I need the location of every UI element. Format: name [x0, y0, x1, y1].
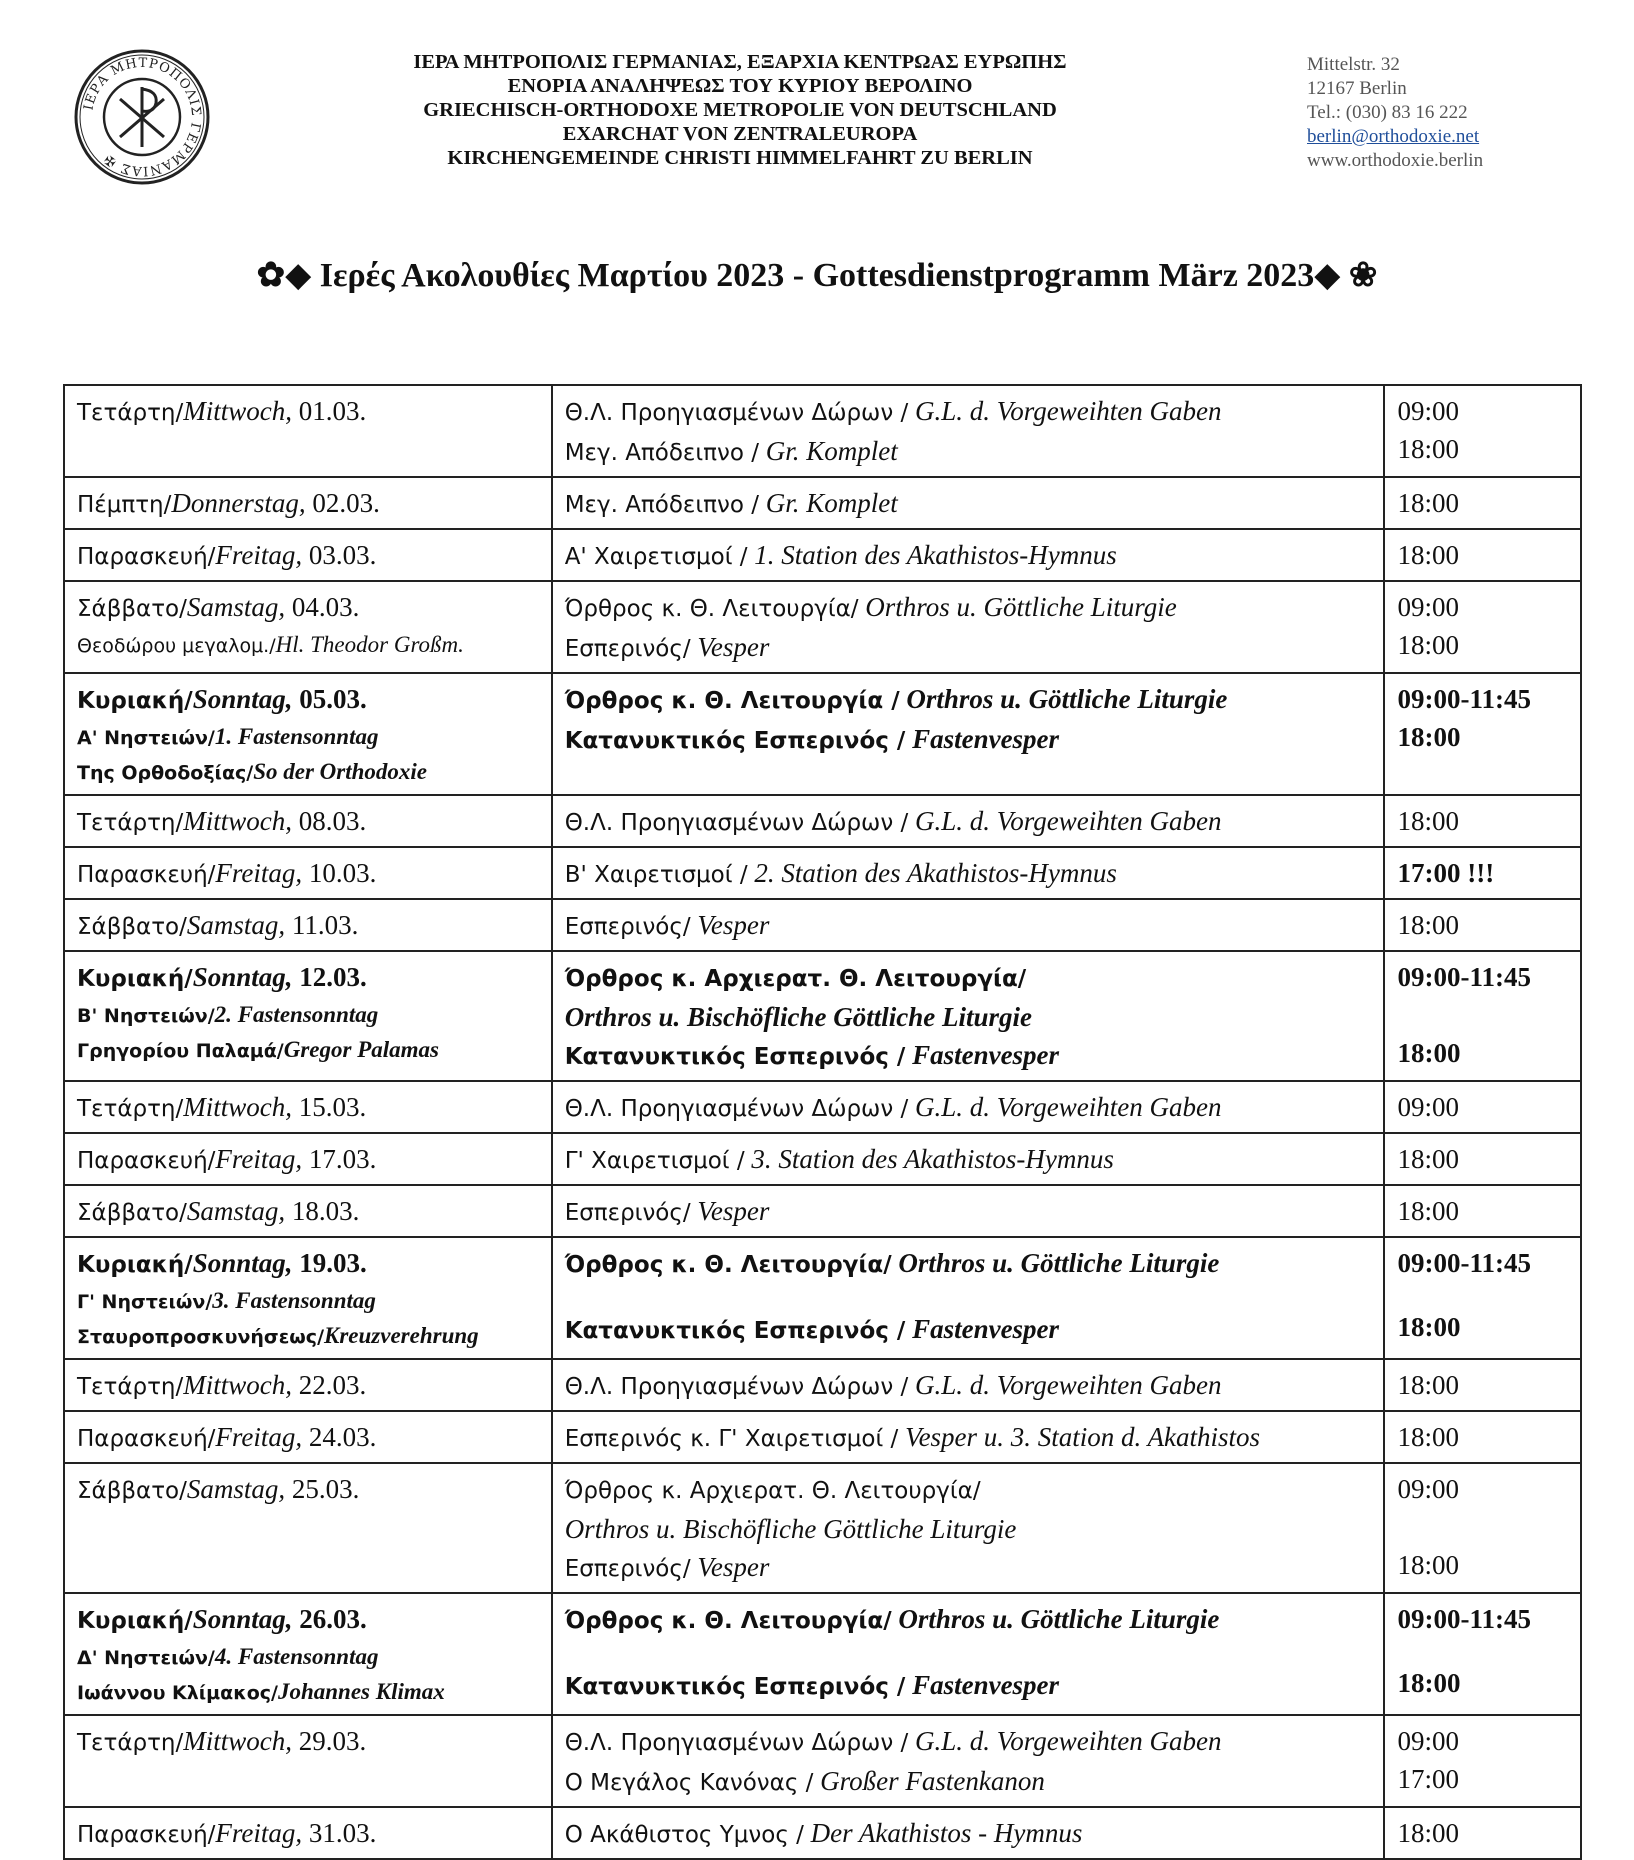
day-greek: Πέμπτη/	[77, 492, 172, 518]
table-row	[64, 1185, 1581, 1237]
header-line-5: KIRCHENGEMEINDE CHRISTI HIMMELFAHRT ZU BERLIN	[447, 147, 1033, 169]
table-row	[64, 1807, 1581, 1859]
date-cell	[64, 1237, 552, 1359]
time: 18:00	[1397, 434, 1459, 464]
date-cell	[64, 1593, 552, 1715]
service-german: Orthros u. Bischöfliche Göttliche Liturgie	[564, 1002, 1032, 1032]
date: 18.03.	[291, 1196, 360, 1226]
service-cell	[552, 1807, 1385, 1859]
date: 31.03.	[308, 1818, 377, 1848]
date-cell	[64, 385, 552, 477]
table-row	[64, 1715, 1581, 1807]
table-row	[64, 1463, 1581, 1593]
day-german: Sonntag,	[192, 684, 293, 714]
service-german: Gr. Komplet	[765, 488, 898, 518]
service-german: G.L. d. Vorgeweihten Gaben	[914, 396, 1222, 426]
service-cell	[552, 899, 1385, 951]
feast-greek: Δ' Νηστειών/	[77, 1647, 215, 1669]
table-row	[64, 847, 1581, 899]
day-greek: Παρασκευή/	[77, 1148, 216, 1174]
service-cell	[552, 581, 1385, 673]
day-german: Mittwoch,	[183, 1370, 293, 1400]
time: 18:00	[1397, 1818, 1459, 1848]
time-cell	[1384, 1593, 1581, 1715]
service-cell	[552, 951, 1385, 1081]
time: 09:00	[1397, 396, 1459, 426]
time: 09:00	[1397, 1474, 1459, 1504]
feast-german: Hl. Theodor Großm.	[275, 632, 464, 657]
service-greek: Εσπερινός/	[564, 636, 691, 662]
feast-german: So der Orthodoxie	[253, 759, 428, 784]
service-german: Vesper	[697, 910, 770, 940]
header-line-1: ΙΕΡΑ ΜΗΤΡΟΠΟΛΙΣ ΓΕΡΜΑΝΙΑΣ, ΕΞΑΡΧΙΑ ΚΕΝΤΡΩΑΣ ΕΥΡΩΠΗΣ	[413, 51, 1067, 73]
service-greek: Κατανυκτικός Εσπερινός /	[564, 1044, 906, 1070]
day-german: Freitag,	[215, 1422, 303, 1452]
time-cell	[1384, 1463, 1581, 1593]
email-link[interactable]: berlin@orthodoxie.net	[1307, 126, 1480, 147]
day-greek: Παρασκευή/	[77, 544, 216, 570]
table-row	[64, 1237, 1581, 1359]
service-german: Vesper u. 3. Station d. Akathistos	[905, 1422, 1261, 1452]
date-cell	[64, 1463, 552, 1593]
day-german: Samstag,	[186, 1196, 286, 1226]
day-greek: Παρασκευή/	[77, 1426, 216, 1452]
service-german: G.L. d. Vorgeweihten Gaben	[914, 1370, 1222, 1400]
date: 12.03.	[299, 962, 367, 992]
day-greek: Τετάρτη/	[77, 1730, 184, 1756]
page-title: ✿◆ Ιερές Ακολουθίες Μαρτίου 2023 - Gottesdienstprogramm März 2023◆ ❀	[256, 257, 1378, 294]
feast-german: 3. Fastensonntag	[212, 1288, 376, 1313]
service-cell	[552, 1411, 1385, 1463]
service-german: Vesper	[697, 632, 770, 662]
day-greek: Κυριακή/	[77, 688, 193, 714]
date-cell	[64, 951, 552, 1081]
church-header	[330, 50, 1150, 170]
time: 09:00-11:45	[1397, 1248, 1531, 1278]
time-cell	[1384, 1237, 1581, 1359]
table-row	[64, 1133, 1581, 1185]
service-greek: Εσπερινός/	[564, 1200, 691, 1226]
day-german: Freitag,	[215, 540, 303, 570]
table-row	[64, 477, 1581, 529]
service-cell	[552, 1463, 1385, 1593]
service-greek: Α' Χαιρετισμοί /	[564, 544, 748, 570]
time: 18:00	[1397, 1196, 1459, 1226]
service-cell	[552, 385, 1385, 477]
date-cell	[64, 1359, 552, 1411]
day-greek: Σάββατο/	[77, 1200, 187, 1226]
time: 09:00-11:45	[1397, 1604, 1531, 1634]
service-cell	[552, 477, 1385, 529]
table-row	[64, 529, 1581, 581]
feast-german: 2. Fastensonntag	[214, 1002, 379, 1027]
date: 26.03.	[299, 1604, 367, 1634]
service-greek: Εσπερινός κ. Γ' Χαιρετισμοί /	[564, 1426, 899, 1452]
feast-greek: Θεοδώρου μεγαλομ./	[77, 635, 276, 657]
time-cell	[1384, 1807, 1581, 1859]
service-german: Fastenvesper	[912, 724, 1060, 754]
service-greek: Όρθρος κ. Θ. Λειτουργία/	[564, 596, 859, 622]
day-greek: Παρασκευή/	[77, 1822, 216, 1848]
date: 11.03.	[291, 910, 359, 940]
service-cell	[552, 1081, 1385, 1133]
service-german: Fastenvesper	[912, 1040, 1060, 1070]
date-cell	[64, 795, 552, 847]
day-greek: Σάββατο/	[77, 1478, 187, 1504]
day-greek: Σάββατο/	[77, 596, 187, 622]
day-greek: Τετάρτη/	[77, 1374, 184, 1400]
day-greek: Κυριακή/	[77, 1608, 193, 1634]
feast-greek: Γ' Νηστειών/	[77, 1291, 213, 1313]
time-cell	[1384, 477, 1581, 529]
service-greek: Κατανυκτικός Εσπερινός /	[564, 728, 906, 754]
time: 18:00	[1397, 1370, 1459, 1400]
address-street: Mittelstr. 32	[1307, 54, 1400, 75]
metropolis-seal-logo	[74, 49, 210, 185]
service-german: G.L. d. Vorgeweihten Gaben	[914, 1092, 1222, 1122]
service-greek: Γ' Χαιρετισμοί /	[564, 1148, 745, 1174]
table-row	[64, 385, 1581, 477]
time: 18:00	[1397, 1312, 1461, 1342]
time-cell	[1384, 1359, 1581, 1411]
address-phone: Tel.: (030) 83 16 222	[1307, 102, 1468, 123]
date: 24.03.	[308, 1422, 377, 1452]
service-german: Vesper	[697, 1552, 770, 1582]
time: 09:00-11:45	[1397, 962, 1531, 992]
day-german: Sonntag,	[192, 1604, 293, 1634]
time: 18:00	[1397, 1144, 1459, 1174]
date-cell	[64, 477, 552, 529]
date-cell	[64, 1185, 552, 1237]
service-cell	[552, 1185, 1385, 1237]
time: 18:00	[1397, 540, 1459, 570]
day-greek: Τετάρτη/	[77, 810, 184, 836]
service-german: Orthros u. Göttliche Liturgie	[906, 684, 1228, 714]
day-german: Samstag,	[186, 1474, 286, 1504]
service-german: Großer Fastenkanon	[820, 1766, 1045, 1796]
table-row	[64, 673, 1581, 795]
time: 09:00-11:45	[1397, 684, 1531, 714]
date: 15.03.	[298, 1092, 367, 1122]
service-greek: Ο Ακάθιστος Υμνος /	[564, 1822, 804, 1848]
service-german: Fastenvesper	[912, 1670, 1060, 1700]
table-row	[64, 1593, 1581, 1715]
day-german: Freitag,	[215, 1144, 303, 1174]
service-greek: Β' Χαιρετισμοί /	[564, 862, 748, 888]
day-greek: Σάββατο/	[77, 914, 187, 940]
time: 17:00 !!!	[1397, 858, 1495, 888]
service-german: 1. Station des Akathistos-Hymnus	[754, 540, 1117, 570]
service-cell	[552, 847, 1385, 899]
day-german: Samstag,	[186, 910, 286, 940]
address-city: 12167 Berlin	[1307, 78, 1407, 99]
time-cell	[1384, 1411, 1581, 1463]
date: 10.03.	[308, 858, 377, 888]
service-greek: Θ.Λ. Προηγιασμένων Δώρων /	[564, 1096, 909, 1122]
date-cell	[64, 673, 552, 795]
service-greek: Όρθρος κ. Θ. Λειτουργία/	[564, 1252, 892, 1278]
day-german: Mittwoch,	[183, 1726, 293, 1756]
date: 04.03.	[291, 592, 360, 622]
service-greek: Θ.Λ. Προηγιασμένων Δώρων /	[564, 1374, 909, 1400]
feast-greek: Α' Νηστειών/	[77, 727, 215, 749]
time-cell	[1384, 581, 1581, 673]
time-cell	[1384, 1081, 1581, 1133]
service-cell	[552, 1593, 1385, 1715]
service-greek: Εσπερινός/	[564, 1556, 691, 1582]
date-cell	[64, 529, 552, 581]
service-greek: Θ.Λ. Προηγιασμένων Δώρων /	[564, 810, 909, 836]
service-cell	[552, 1359, 1385, 1411]
svg-text:ΙΕΡΑ ΜΗΤΡΟΠΟΛΙΣ ΓΕΡΜΑΝΙΑΣ ✠: ΙΕΡΑ ΜΗΤΡΟΠΟΛΙΣ ΓΕΡΜΑΝΙΑΣ ✠	[81, 55, 204, 179]
service-german: Fastenvesper	[912, 1314, 1060, 1344]
table-row	[64, 1359, 1581, 1411]
service-cell	[552, 1133, 1385, 1185]
time-cell	[1384, 1185, 1581, 1237]
service-greek: Μεγ. Απόδειπνο /	[564, 440, 759, 466]
date-cell	[64, 1081, 552, 1133]
time: 18:00	[1397, 1038, 1461, 1068]
day-greek: Παρασκευή/	[77, 862, 216, 888]
time-cell	[1384, 847, 1581, 899]
service-german: 3. Station des Akathistos-Hymnus	[751, 1144, 1114, 1174]
service-cell	[552, 529, 1385, 581]
day-greek: Τετάρτη/	[77, 400, 184, 426]
table-row	[64, 581, 1581, 673]
time: 09:00	[1397, 1092, 1459, 1122]
date: 01.03.	[298, 396, 367, 426]
date: 17.03.	[308, 1144, 377, 1174]
service-greek: Θ.Λ. Προηγιασμένων Δώρων /	[564, 400, 909, 426]
service-cell	[552, 1715, 1385, 1807]
feast-greek: Γρηγορίου Παλαμά/	[77, 1040, 284, 1062]
feast-german: Gregor Palamas	[283, 1037, 439, 1062]
time: 18:00	[1397, 630, 1459, 660]
day-german: Freitag,	[215, 858, 303, 888]
table-row	[64, 951, 1581, 1081]
service-greek: Ο Μεγάλος Κανόνας /	[564, 1770, 814, 1796]
feast-greek: Ιωάννου Κλίμακος/	[77, 1682, 278, 1704]
day-german: Donnerstag,	[171, 488, 306, 518]
table-row	[64, 1411, 1581, 1463]
day-greek: Κυριακή/	[77, 966, 193, 992]
service-german: Gr. Komplet	[765, 436, 898, 466]
service-german: Orthros u. Göttliche Liturgie	[898, 1248, 1220, 1278]
date: 05.03.	[299, 684, 367, 714]
service-greek: Όρθρος κ. Αρχιερατ. Θ. Λειτουργία/	[564, 966, 1027, 992]
time: 18:00	[1397, 1668, 1461, 1698]
date: 02.03.	[312, 488, 380, 518]
time-cell	[1384, 673, 1581, 795]
day-greek: Τετάρτη/	[77, 1096, 184, 1122]
service-german: G.L. d. Vorgeweihten Gaben	[914, 806, 1222, 836]
service-cell	[552, 1237, 1385, 1359]
header-line-2: ΕΝΟΡΙΑ ΑΝΑΛΗΨΕΩΣ ΤΟΥ ΚΥΡΙΟΥ ΒΕΡΟΛΙΝΟ	[507, 75, 973, 97]
time: 09:00	[1397, 592, 1459, 622]
day-german: Samstag,	[186, 592, 286, 622]
service-cell	[552, 673, 1385, 795]
time: 18:00	[1397, 910, 1459, 940]
service-greek: Εσπερινός/	[564, 914, 691, 940]
time-cell	[1384, 1715, 1581, 1807]
date: 29.03.	[298, 1726, 367, 1756]
date-cell	[64, 1411, 552, 1463]
service-greek: Μεγ. Απόδειπνο /	[564, 492, 759, 518]
day-german: Mittwoch,	[183, 806, 293, 836]
service-german: Der Akathistos - Hymnus	[810, 1818, 1083, 1848]
time-cell	[1384, 385, 1581, 477]
time: 18:00	[1397, 722, 1461, 752]
feast-german: Kreuzverehrung	[324, 1323, 479, 1348]
feast-greek: Σταυροπροσκυνήσεως/	[77, 1326, 325, 1348]
feast-greek: Β' Νηστειών/	[77, 1005, 215, 1027]
feast-greek: Της Ορθοδοξίας/	[77, 762, 254, 784]
website-text: www.orthodoxie.berlin	[1307, 150, 1484, 171]
service-german: 2. Station des Akathistos-Hymnus	[754, 858, 1117, 888]
day-german: Sonntag,	[192, 962, 293, 992]
header-line-3: GRIECHISCH-ORTHODOXE METROPOLIE VON DEUTSCHLAND	[423, 99, 1057, 121]
feast-german: 1. Fastensonntag	[214, 724, 379, 749]
day-german: Freitag,	[215, 1818, 303, 1848]
date-cell	[64, 1133, 552, 1185]
date-cell	[64, 847, 552, 899]
date-cell	[64, 581, 552, 673]
time: 18:00	[1397, 488, 1459, 518]
time-cell	[1384, 1133, 1581, 1185]
day-german: Mittwoch,	[183, 396, 293, 426]
day-german: Mittwoch,	[183, 1092, 293, 1122]
service-greek: Όρθρος κ. Αρχιερατ. Θ. Λειτουργία/	[564, 1478, 981, 1504]
date: 22.03.	[298, 1370, 367, 1400]
date: 19.03.	[299, 1248, 367, 1278]
service-greek: Όρθρος κ. Θ. Λειτουργία /	[564, 688, 900, 714]
feast-german: 4. Fastensonntag	[214, 1644, 379, 1669]
time: 18:00	[1397, 1422, 1459, 1452]
date: 25.03.	[291, 1474, 360, 1504]
table-row	[64, 1081, 1581, 1133]
day-german: Sonntag,	[192, 1248, 293, 1278]
time: 18:00	[1397, 1550, 1459, 1580]
service-greek: Θ.Λ. Προηγιασμένων Δώρων /	[564, 1730, 909, 1756]
time-cell	[1384, 795, 1581, 847]
day-greek: Κυριακή/	[77, 1252, 193, 1278]
date: 08.03.	[298, 806, 367, 836]
feast-german: Johannes Klimax	[277, 1679, 445, 1704]
date-cell	[64, 1807, 552, 1859]
date-cell	[64, 899, 552, 951]
contact-address	[1307, 53, 1483, 173]
time: 09:00	[1397, 1726, 1459, 1756]
header-line-4: EXARCHAT VON ZENTRALEUROPA	[562, 123, 918, 145]
date-cell	[64, 1715, 552, 1807]
time: 17:00	[1397, 1764, 1459, 1794]
service-greek: Κατανυκτικός Εσπερινός /	[564, 1318, 906, 1344]
service-greek: Κατανυκτικός Εσπερινός /	[564, 1674, 906, 1700]
service-german: Orthros u. Göttliche Liturgie	[865, 592, 1177, 622]
service-german: Vesper	[697, 1196, 770, 1226]
service-schedule-table	[63, 384, 1582, 1860]
time-cell	[1384, 529, 1581, 581]
service-greek: Όρθρος κ. Θ. Λειτουργία/	[564, 1608, 892, 1634]
table-row	[64, 899, 1581, 951]
service-german: G.L. d. Vorgeweihten Gaben	[914, 1726, 1222, 1756]
service-german: Orthros u. Göttliche Liturgie	[898, 1604, 1220, 1634]
time: 18:00	[1397, 806, 1459, 836]
time-cell	[1384, 951, 1581, 1081]
date: 03.03.	[308, 540, 377, 570]
table-row	[64, 795, 1581, 847]
service-cell	[552, 795, 1385, 847]
time-cell	[1384, 899, 1581, 951]
service-german: Orthros u. Bischöfliche Göttliche Liturgie	[564, 1514, 1017, 1544]
